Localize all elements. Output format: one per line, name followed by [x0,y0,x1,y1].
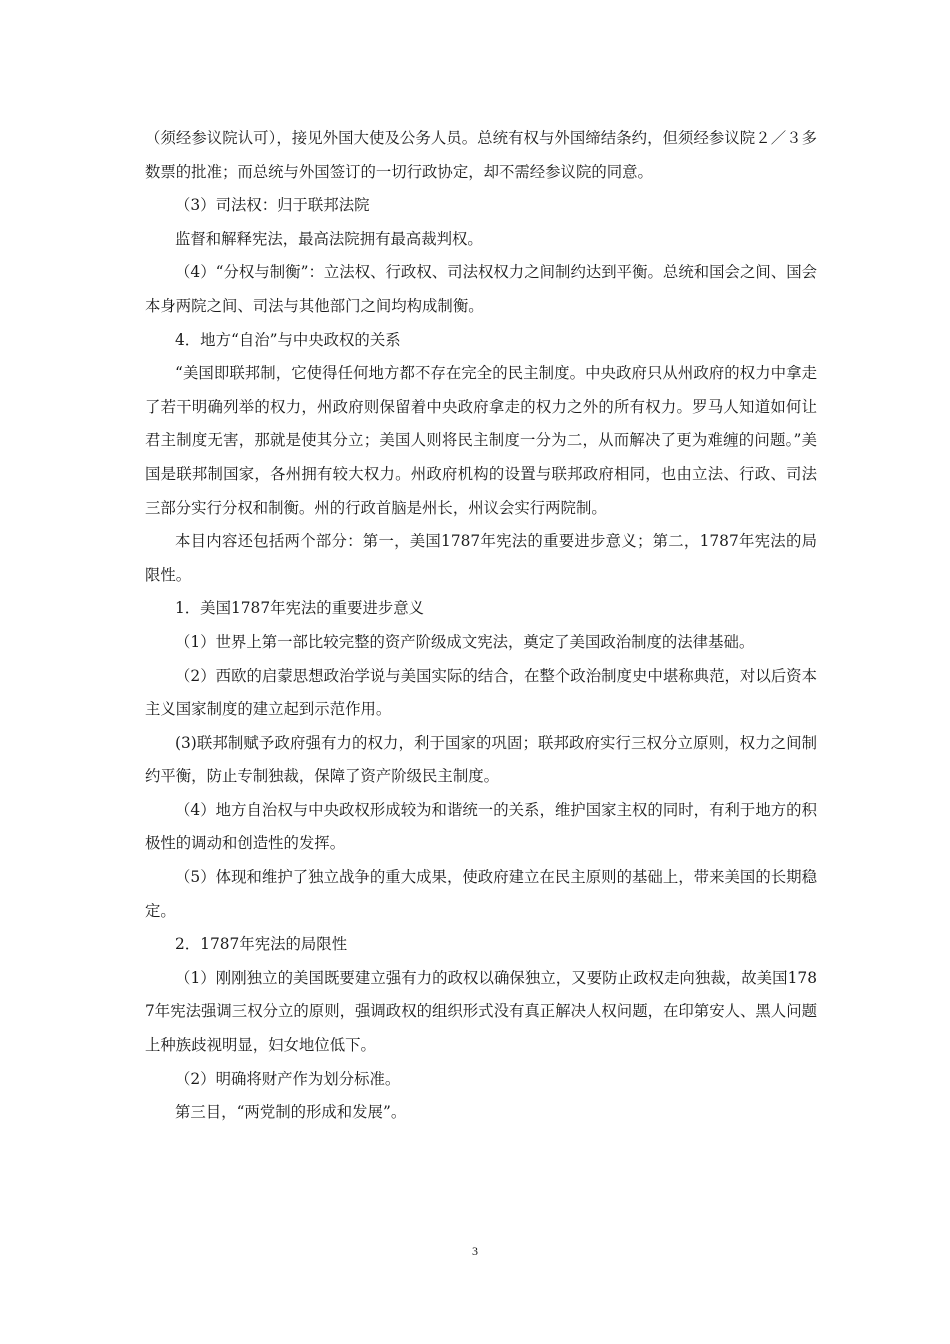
section-heading-limitations: 2．1787年宪法的局限性 [175,935,348,954]
paragraph-judicial-power-heading: （3）司法权：归于联邦法院 [175,196,370,215]
list-item-significance-4: （4）地方自治权与中央政权形成较为和谐统一的关系，维护国家主权的同时，有利于地方的积极性的调动和创造性的发挥。 [145,800,817,853]
list-item-significance-1: （1）世界上第一部比较完整的资产阶级成文宪法，奠定了美国政治制度的法律基础。 [175,632,755,651]
document-body [145,122,817,1130]
section-heading-significance: 1．美国1787年宪法的重要进步意义 [175,599,425,618]
paragraph-section-overview: 本目内容还包括两个部分：第一，美国1787年宪法的重要进步意义；第二，1787年宪法的局限性。 [145,532,817,584]
page-number: 3 [472,1244,478,1258]
list-item-limitation-1: （1）刚刚独立的美国既要建立强有力的政权以确保独立，又要防止政权走向独裁，故美国1787年宪法强调三权分立的原则，强调政权的组织形式没有真正解决人权问题，在印第安人、黑人问题上种族歧视明显，妇女地位低下。 [145,968,817,1055]
list-item-limitation-2: （2）明确将财产作为划分标准。 [175,1069,401,1088]
list-item-significance-2: （2）西欧的启蒙思想政治学说与美国实际的结合，在整个政治制度史中堪称典范，对以后资本主义国家制度的建立起到示范作用。 [145,666,817,719]
paragraph-treaty-powers: （须经参议院认可），接见外国大使及公务人员。总统有权与外国缔结条约，但须经参议院２／３多数票的批准；而总统与外国签订的一切行政协定，却不需经参议院的同意。 [145,129,817,181]
paragraph-checks-and-balances: （4）“分权与制衡”：立法权、行政权、司法权权力之间制约达到平衡。总统和国会之间、国会本身两院之间、司法与其他部门之间均构成制衡。 [145,263,817,315]
section-heading-two-party: 第三目，“两党制的形成和发展”。 [175,1103,407,1122]
list-item-significance-3: (3)联邦制赋予政府强有力的权力，利于国家的巩固；联邦政府实行三权分立原则，权力之间制约平衡，防止专制独裁，保障了资产阶级民主制度。 [145,733,817,786]
paragraph-judicial-power-text: 监督和解释宪法，最高法院拥有最高裁判权。 [175,229,483,248]
section-heading-local-autonomy: 4．地方“自治”与中央政权的关系 [175,330,401,349]
list-item-significance-5: （5）体现和维护了独立战争的重大成果，使政府建立在民主原则的基础上，带来美国的长期稳定。 [145,868,817,920]
paragraph-federalism-quote: “美国即联邦制，它使得任何地方都不存在完全的民主制度。中央政府只从州政府的权力中拿走了若干明确列举的权力，州政府则保留着中央政府拿走的权力之外的所有权力。罗马人知道如何让君主制度无害，那就是使其分立；美国人则将民主制度一分为二，从而解决了更为难缠的问题。”美国是联邦制国家，各州拥有较大权力。州政府机构的设置与联邦政府相同，也由立法、行政、司法三部分实行分权和制衡。州的行政首脑是州长，州议会实行两院制。 [145,364,817,517]
